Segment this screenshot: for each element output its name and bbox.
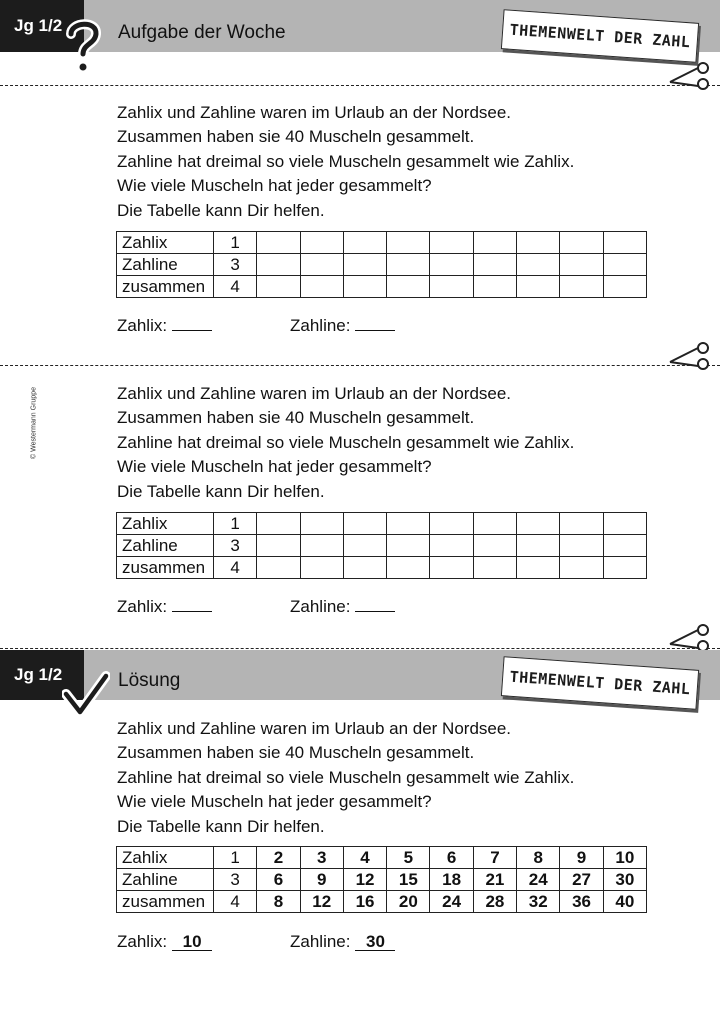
table-row xyxy=(117,513,647,535)
table-cell[interactable] xyxy=(343,557,386,579)
table-cell: 9 xyxy=(560,847,603,869)
table-cell[interactable] xyxy=(473,232,516,254)
text-line: Zahlix und Zahline waren im Urlaub an der Nordsee. xyxy=(117,103,512,122)
table-cell[interactable] xyxy=(603,535,646,557)
table-cell[interactable] xyxy=(473,557,516,579)
question-mark-icon xyxy=(63,16,103,74)
table-cell: 1 xyxy=(214,232,257,254)
row-label: Zahlix xyxy=(117,232,214,254)
zahlix-label: Zahlix: xyxy=(117,316,168,335)
scissors-icon xyxy=(668,624,710,652)
table-cell: 5 xyxy=(387,847,430,869)
brand-label: THEMENWELT DER ZAHL xyxy=(501,656,699,710)
row-label: Zahlix xyxy=(117,847,214,869)
checkmark-icon xyxy=(62,670,110,720)
row-label: Zahlix xyxy=(117,513,214,535)
row-label: Zahline xyxy=(117,869,214,891)
table-cell[interactable] xyxy=(300,232,343,254)
zahline-label: Zahline: xyxy=(290,597,351,616)
table-cell[interactable] xyxy=(517,513,560,535)
table-cell[interactable] xyxy=(257,276,300,298)
solution-table xyxy=(116,846,647,913)
zahlix-answer-blank[interactable] xyxy=(172,611,212,612)
grade-tag-label: Jg 1/2 xyxy=(14,16,63,35)
table-cell[interactable] xyxy=(300,513,343,535)
table-cell[interactable] xyxy=(473,276,516,298)
table-cell[interactable] xyxy=(343,254,386,276)
table-cell[interactable] xyxy=(300,254,343,276)
cut-line xyxy=(0,648,720,649)
table-cell[interactable] xyxy=(387,276,430,298)
table-cell: 4 xyxy=(343,847,386,869)
text-line: Zahline hat dreimal so viele Muscheln gesammelt wie Zahlix. xyxy=(117,767,575,787)
grade-tag-label: Jg 1/2 xyxy=(14,665,63,684)
cut-line xyxy=(0,85,720,86)
table-cell[interactable] xyxy=(473,535,516,557)
text-line: Zahlix und Zahline waren im Urlaub an der Nordsee. xyxy=(117,384,512,403)
text-line: Die Tabelle kann Dir helfen. xyxy=(117,816,325,836)
table-cell[interactable] xyxy=(603,254,646,276)
text-line: Die Tabelle kann Dir helfen. xyxy=(117,200,325,220)
table-cell[interactable] xyxy=(430,254,473,276)
table-cell[interactable] xyxy=(387,513,430,535)
table-cell: 20 xyxy=(387,891,430,913)
table-cell: 1 xyxy=(214,513,257,535)
table-cell[interactable] xyxy=(430,276,473,298)
scissors-icon xyxy=(668,342,710,370)
zahline-answer xyxy=(290,597,395,617)
table-cell[interactable] xyxy=(300,557,343,579)
table-row xyxy=(117,891,647,913)
table-cell[interactable] xyxy=(517,276,560,298)
table-row xyxy=(117,276,647,298)
table-cell[interactable] xyxy=(517,232,560,254)
table-row xyxy=(117,232,647,254)
zahlix-answer xyxy=(117,597,212,617)
table-cell: 15 xyxy=(387,869,430,891)
text-line: Zusammen haben sie 40 Muscheln gesammelt. xyxy=(117,408,475,428)
table-cell: 4 xyxy=(214,891,257,913)
exercise-text xyxy=(117,382,574,504)
helper-table xyxy=(116,512,647,579)
table-cell[interactable] xyxy=(473,513,516,535)
zahlix-label: Zahlix: xyxy=(117,932,168,951)
scissors-icon xyxy=(668,62,710,90)
row-label: Zahline xyxy=(117,254,214,276)
page-title: Aufgabe der Woche xyxy=(118,22,286,43)
table-cell[interactable] xyxy=(387,254,430,276)
table-cell: 24 xyxy=(517,869,560,891)
table-cell[interactable] xyxy=(473,254,516,276)
text-line: Zahlix und Zahline waren im Urlaub an der Nordsee. xyxy=(117,719,512,738)
text-line: Wie viele Muscheln hat jeder gesammelt? xyxy=(117,792,432,812)
table-cell[interactable] xyxy=(560,254,603,276)
table-cell[interactable] xyxy=(257,254,300,276)
table-cell: 40 xyxy=(603,891,646,913)
zahline-answer-blank[interactable] xyxy=(355,330,395,331)
table-cell[interactable] xyxy=(517,254,560,276)
table-cell[interactable] xyxy=(343,535,386,557)
brand-label: THEMENWELT DER ZAHL xyxy=(501,9,699,63)
table-cell: 21 xyxy=(473,869,516,891)
table-cell[interactable] xyxy=(387,535,430,557)
text-line: Zusammen haben sie 40 Muscheln gesammelt. xyxy=(117,127,475,147)
table-cell: 6 xyxy=(430,847,473,869)
table-cell: 2 xyxy=(257,847,300,869)
zahlix-label: Zahlix: xyxy=(117,597,168,616)
table-cell[interactable] xyxy=(430,232,473,254)
row-label: zusammen xyxy=(117,557,214,579)
zahline-answer xyxy=(290,932,395,952)
table-cell: 7 xyxy=(473,847,516,869)
row-label: zusammen xyxy=(117,891,214,913)
table-row xyxy=(117,869,647,891)
table-cell: 12 xyxy=(343,869,386,891)
table-cell: 18 xyxy=(430,869,473,891)
zahlix-answer-blank: 10 xyxy=(172,933,212,951)
table-cell[interactable] xyxy=(387,232,430,254)
row-label: Zahline xyxy=(117,535,214,557)
table-cell[interactable] xyxy=(560,557,603,579)
table-cell: 4 xyxy=(214,276,257,298)
table-cell[interactable] xyxy=(430,513,473,535)
table-row xyxy=(117,847,647,869)
table-cell: 3 xyxy=(214,535,257,557)
table-cell: 3 xyxy=(214,254,257,276)
table-cell[interactable] xyxy=(430,557,473,579)
table-cell: 12 xyxy=(300,891,343,913)
table-cell: 16 xyxy=(343,891,386,913)
zahline-answer xyxy=(290,316,395,336)
table-cell: 24 xyxy=(430,891,473,913)
text-line: Wie viele Muscheln hat jeder gesammelt? xyxy=(117,457,432,477)
zahline-answer-blank[interactable] xyxy=(355,611,395,612)
text-line: Zahline hat dreimal so viele Muscheln gesammelt wie Zahlix. xyxy=(117,151,575,171)
table-row xyxy=(117,254,647,276)
exercise-text xyxy=(117,101,574,223)
text-line: Zusammen haben sie 40 Muscheln gesammelt. xyxy=(117,743,475,763)
table-cell[interactable] xyxy=(560,535,603,557)
table-cell[interactable] xyxy=(603,276,646,298)
helper-table xyxy=(116,231,647,298)
table-cell[interactable] xyxy=(343,276,386,298)
table-cell[interactable] xyxy=(257,557,300,579)
zahlix-answer-blank[interactable] xyxy=(172,330,212,331)
table-cell[interactable] xyxy=(257,535,300,557)
zahline-label: Zahline: xyxy=(290,932,351,951)
table-cell[interactable] xyxy=(560,276,603,298)
table-cell: 3 xyxy=(300,847,343,869)
table-cell[interactable] xyxy=(343,232,386,254)
table-cell: 1 xyxy=(214,847,257,869)
table-cell[interactable] xyxy=(603,513,646,535)
copyright-note: © Westermann Gruppe xyxy=(30,387,38,459)
table-cell[interactable] xyxy=(387,557,430,579)
table-cell: 9 xyxy=(300,869,343,891)
text-line: Zahline hat dreimal so viele Muscheln gesammelt wie Zahlix. xyxy=(117,432,575,452)
table-cell[interactable] xyxy=(517,535,560,557)
table-cell[interactable] xyxy=(300,276,343,298)
solution-text xyxy=(117,717,574,839)
table-cell: 32 xyxy=(517,891,560,913)
text-line: Wie viele Muscheln hat jeder gesammelt? xyxy=(117,176,432,196)
table-cell[interactable] xyxy=(560,513,603,535)
cut-line xyxy=(0,365,720,366)
table-cell[interactable] xyxy=(430,535,473,557)
table-cell[interactable] xyxy=(257,513,300,535)
table-cell[interactable] xyxy=(343,513,386,535)
table-cell: 27 xyxy=(560,869,603,891)
table-row xyxy=(117,557,647,579)
table-cell: 8 xyxy=(517,847,560,869)
zahline-answer-blank: 30 xyxy=(355,933,395,951)
text-line: Die Tabelle kann Dir helfen. xyxy=(117,481,325,501)
table-cell[interactable] xyxy=(603,557,646,579)
table-cell: 30 xyxy=(603,869,646,891)
table-cell: 3 xyxy=(214,869,257,891)
table-cell: 28 xyxy=(473,891,516,913)
solution-title: Lösung xyxy=(118,670,181,691)
table-cell: 36 xyxy=(560,891,603,913)
table-cell: 8 xyxy=(257,891,300,913)
table-cell[interactable] xyxy=(300,535,343,557)
zahlix-answer xyxy=(117,932,212,952)
table-row xyxy=(117,535,647,557)
row-label: zusammen xyxy=(117,276,214,298)
table-cell[interactable] xyxy=(560,232,603,254)
table-cell: 4 xyxy=(214,557,257,579)
zahline-label: Zahline: xyxy=(290,316,351,335)
table-cell[interactable] xyxy=(517,557,560,579)
table-cell[interactable] xyxy=(257,232,300,254)
table-cell[interactable] xyxy=(603,232,646,254)
table-cell: 10 xyxy=(603,847,646,869)
table-cell: 6 xyxy=(257,869,300,891)
zahlix-answer xyxy=(117,316,212,336)
